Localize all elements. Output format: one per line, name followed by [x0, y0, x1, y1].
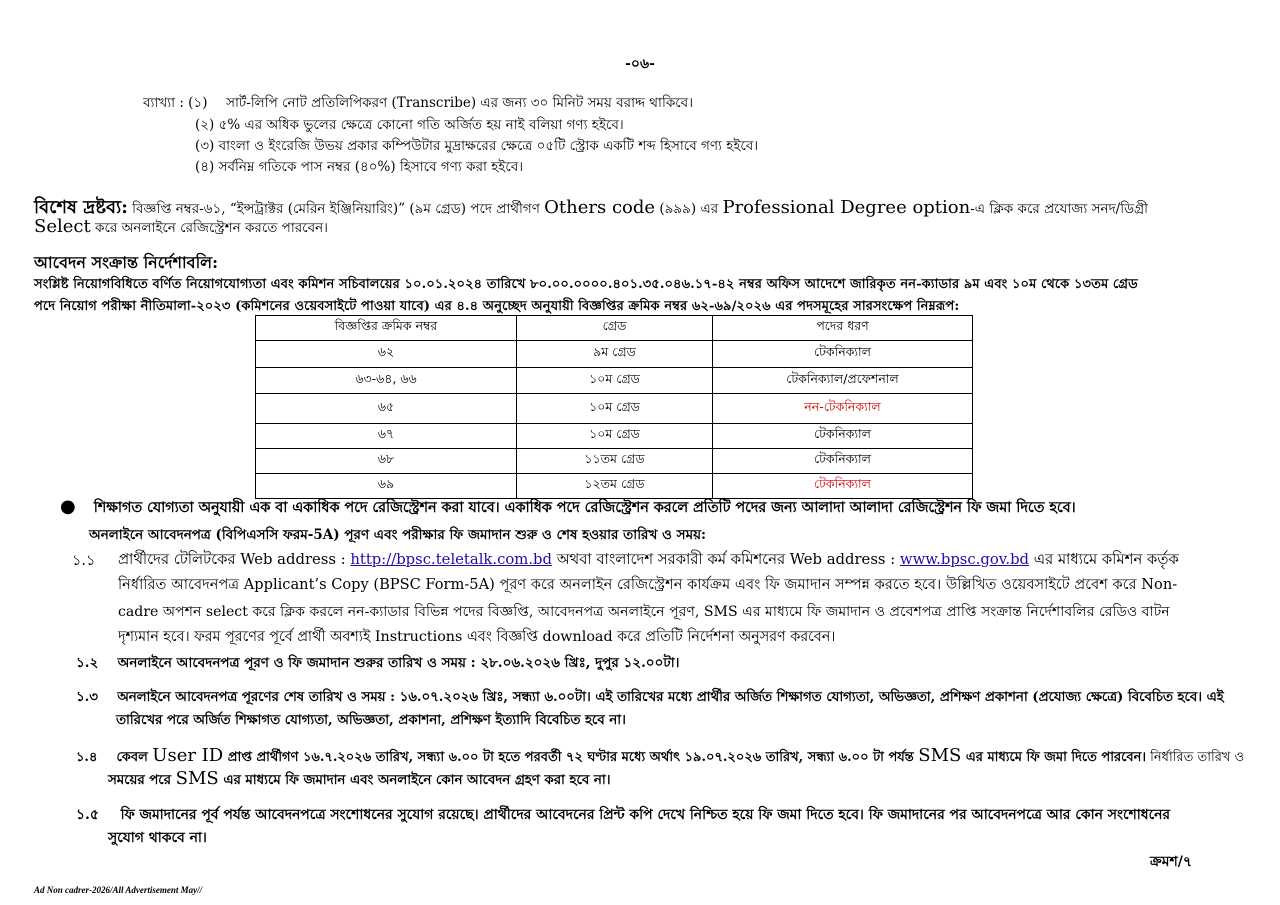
instructions-line-1: সংশ্লিষ্ট নিয়োগবিধিতে বর্ণিত নিয়োগযোগ্যতা এবং কমিশন সচিবালয়ের ১০.০১.২০২৪ তারিখে ৮০.০০.০০০০.৪০১.৩৫.০৪৬.১৭-৪২ নম্বর অফিস আদেশে জারিকৃত নন-ক্যাডার ৯ম এবং ১০ম থেকে ১৩তম গ্রেড: [34, 277, 1138, 292]
continued-marker: ক্রমশ/৭: [1150, 854, 1192, 870]
section-1-1-line-1: [118, 548, 1179, 573]
page-number: -০৬-: [625, 56, 655, 72]
table-cell: ১০ম গ্রেড: [517, 394, 713, 424]
bullet-text: শিক্ষাগত যোগ্যতা অনুযায়ী এক বা একাধিক পদে রেজিস্ট্রেশন করা যাবে। একাধিক পদে রেজিস্ট্রেশন করলে প্রতিটি পদের জন্য আলাদা আলাদা রেজিস্ট্রেশন ফি জমা দিতে হবে।: [93, 500, 1076, 516]
registration-bullet: [60, 496, 1076, 521]
section-1-4-text-f: এর মাধ্যমে ফি জমাদান এবং অনলাইনে কোন আবেদন গ্রহণ করা হবে না।: [218, 773, 611, 788]
table-cell: টেকনিক্যাল: [713, 341, 973, 368]
section-1-3-line-1: [76, 687, 1224, 709]
special-note-text-1: বিজ্ঞপ্তি নম্বর-৬১, “ইন্সট্রাক্টর (মেরিন ইঞ্জিনিয়ারিং)” (৯ম গ্রেড) পদে প্রার্থীগণ: [127, 201, 545, 217]
table-cell: ৬৩-৬৪, ৬৬: [256, 368, 517, 394]
sms-text-2: SMS: [175, 768, 219, 789]
explanation-item-4: (৪) সর্বনিম্ন গতিকে পাস নম্বর (৪০%) হিসাবে গণ্য করা হইবে।: [195, 159, 524, 175]
table-cell-highlight: টেকনিক্যাল: [713, 474, 973, 499]
special-note-label: বিশেষ দ্রষ্টব্য:: [34, 197, 128, 218]
select-text: Select: [34, 216, 91, 237]
table-row: [256, 474, 973, 499]
bullet-icon: ●: [60, 496, 76, 517]
explanation-item-2: (২) ৫% এর অধিক ভুলের ক্ষেত্রে কোনো গতি অর্জিত হয় নাই বলিয়া গণ্য হইবে।: [195, 117, 624, 133]
grade-summary-table: [255, 315, 973, 499]
table-row: [256, 424, 973, 449]
section-1-3-text-1: অনলাইনে আবেদনপত্র পূরণের শেষ তারিখ ও সময় : ১৬.০৭.২০২৬ খ্রিঃ, সন্ধ্যা ৬.০০টা। এই তারিখের মধ্যে প্রার্থীর অর্জিত শিক্ষাগত যোগ্যতা, অভিজ্ঞতা, প্রশিক্ষণ প্রকাশনা (প্রযোজ্য ক্ষেত্রে) বিবেচিত হবে। এই: [117, 690, 1224, 705]
table-cell: ৬২: [256, 341, 517, 368]
section-1-1-num: ১.১: [72, 553, 96, 569]
user-id-text: User ID: [152, 745, 224, 766]
table-cell: ১১তম গ্রেড: [517, 449, 713, 474]
section-1-1-text-b: অথবা বাংলাদেশ সরকারী কর্ম কমিশনের Web address :: [551, 551, 900, 568]
section-1-4-line-2: [108, 768, 610, 792]
table-cell: ৯ম গ্রেড: [517, 341, 713, 368]
explanation-item-1: [143, 92, 693, 115]
table-cell: টেকনিক্যাল/প্রফেশনাল: [713, 368, 973, 394]
section-1-4-text-e: সময়ের পরে: [108, 773, 176, 788]
online-application-heading: অনলাইনে আবেদনপত্র (বিপিএসসি ফরম-5A) পূরণ এবং পরীক্ষার ফি জমাদান শুরু ও শেষ হওয়ার তারিখ ও সময়:: [89, 527, 707, 543]
section-1-5-line-1: [76, 803, 1170, 827]
table-cell-highlight: নন-টেকনিক্যাল: [713, 394, 973, 424]
table-row: [256, 341, 973, 368]
table-cell: ৬৮: [256, 449, 517, 474]
section-1-4-text-c: এর মাধ্যমে ফি জমা দিতে পারবেন।: [961, 750, 1147, 765]
special-note-line-2: [34, 216, 328, 240]
section-1-5-line-2: সুযোগ থাকবে না।: [108, 830, 207, 846]
table-header-grade: গ্রেড: [517, 316, 713, 341]
section-1-2-num: ১.২: [76, 655, 99, 671]
section-1-5-num: ১.৫: [76, 807, 99, 823]
bpsc-link[interactable]: www.bpsc.gov.bd: [899, 551, 1030, 568]
table-header-serial: বিজ্ঞপ্তির ক্রমিক নম্বর: [256, 316, 517, 341]
table-row: [256, 368, 973, 394]
instructions-line-2: পদে নিয়োগ পরীক্ষা নীতিমালা-২০২৩ (কমিশনের ওয়েবসাইটে পাওয়া যাবে) এর ৪.৪ অনুচ্ছেদ অনুযায়ী বিজ্ঞপ্তির ক্রমিক নম্বর ৬২-৬৯/২০২৬ এর পদসমূহের সারসংক্ষেপ নিম্নরূপ:: [34, 299, 960, 314]
table-cell: ১২তম গ্রেড: [517, 474, 713, 499]
section-1-1-line-3: cadre অপশন select করে ক্লিক করলে নন-ক্যাডার বিভিন্ন পদের বিজ্ঞপ্তি, আবেদনপত্র অনলাইনে পূরণ, SMS এর মাধ্যমে ফি জমাদান ও প্রবেশপত্র প্রাপ্তি সংক্রান্ত নির্দেশাবলির রেডিও বাটন: [118, 604, 1170, 620]
section-1-4-num: ১.৪: [76, 750, 98, 765]
table-cell: টেকনিক্যাল: [713, 449, 973, 474]
section-1-3-line-2: তারিখের পরে অর্জিত শিক্ষাগত যোগ্যতা, অভিজ্ঞতা, প্রকাশনা, প্রশিক্ষণ ইত্যাদি বিবেচিত হবে না।: [116, 713, 626, 728]
section-1-4-line-1: [76, 745, 1244, 769]
table-cell: টেকনিক্যাল: [713, 424, 973, 449]
section-1-1-text-c: এর মাধ্যমে কমিশন কর্তৃক: [1029, 551, 1179, 568]
table-cell: ৬৭: [256, 424, 517, 449]
section-1-5-text-1: ফি জমাদানের পূর্ব পর্যন্ত আবেদনপত্রে সংশোধনের সুযোগ রয়েছে। প্রার্থীদের আবেদনের প্রিন্ট কপি দেখে নিশ্চিত হয়ে ফি জমা দিতে হবে। ফি জমাদানের পর আবেদনপত্রে আর কোন সংশোধনের: [120, 807, 1171, 823]
special-note-text-4: করে অনলাইনে রেজিস্ট্রেশন করতে পারবেন।: [90, 220, 328, 236]
section-1-4-text-a: কেবল: [116, 750, 153, 765]
teletalk-link[interactable]: http://bpsc.teletalk.com.bd: [350, 551, 552, 568]
section-1-2: [76, 652, 679, 675]
section-1-1-line-4: দৃশ্যমান হবে। ফরম পূরণের পূর্বে প্রার্থী অবশ্যই Instructions এবং বিজ্ঞপ্তি download করে প্রতিটি নির্দেশনা অনুসরণ করবেন।: [118, 629, 836, 645]
explanation-text-1: সার্ট-লিপি নোট প্রতিলিপিকরণ (Transcribe) এর জন্য ৩০ মিনিট সময় বরাদ্দ থাকিবে।: [226, 95, 694, 111]
explanation-item-3: (৩) বাংলা ও ইংরেজি উভয় প্রকার কম্পিউটার মুদ্রাক্ষরের ক্ষেত্রে ০৫টি স্ট্রোক একটি শব্দ হিসাবে গণ্য হইবে।: [195, 138, 759, 154]
professional-degree-text: Professional Degree option: [722, 197, 971, 218]
others-code-text: Others code: [544, 197, 656, 218]
table-cell: ৬৯: [256, 474, 517, 499]
special-note-text-3: -এ ক্লিক করে প্রযোজ্য সনদ/ডিগ্রী: [970, 201, 1148, 217]
section-1-1-text-a: প্রার্থীদের টেলিটকের Web address :: [118, 551, 351, 568]
table-cell: ১০ম গ্রেড: [517, 368, 713, 394]
instructions-heading: আবেদন সংক্রান্ত নির্দেশাবলি:: [34, 253, 218, 272]
section-1-1-line-2: নির্ধারিত আবেদনপত্র Applicant’s Copy (BPSC Form-5A) পূরণ করে অনলাইন রেজিস্ট্রেশন কার্যক্রম এবং ফি জমাদান সম্পন্ন করতে হবে। উল্লিখিত ওয়েবসাইটে প্রবেশ করে Non-: [118, 576, 1178, 593]
sms-text: SMS: [918, 745, 962, 766]
footer-reference: Ad Non cadrer-2026/All Advertisement May//: [34, 885, 203, 895]
table-header-row: [256, 316, 973, 341]
table-cell: ৬৫: [256, 394, 517, 424]
section-1-4-text-b: প্রাপ্ত প্রার্থীগণ ১৬.৭.২০২৬ তারিখ, সন্ধ্যা ৬.০০ টা হতে পরবর্তী ৭২ ঘণ্টার মধ্যে অর্থাৎ ১৯.০৭.২০২৬ তারিখ, সন্ধ্যা ৬.০০ টা পর্যন্ত: [223, 750, 919, 765]
section-1-3-num: ১.৩: [76, 690, 98, 705]
section-1-4-text-d: নির্ধারিত তারিখ ও: [1146, 750, 1245, 765]
table-header-post-type: পদের ধরণ: [713, 316, 973, 341]
table-cell: ১০ম গ্রেড: [517, 424, 713, 449]
table-row: [256, 394, 973, 424]
special-note-text-2: (৯৯৯) এর: [655, 201, 723, 217]
explanation-lead: ব্যাখ্যা : (১): [143, 95, 208, 111]
table-row: [256, 449, 973, 474]
section-1-2-text: অনলাইনে আবেদনপত্র পূরণ ও ফি জমাদান শুরুর তারিখ ও সময় : ২৮.০৬.২০২৬ খ্রিঃ, দুপুর ১২.০০টা।: [117, 655, 680, 671]
